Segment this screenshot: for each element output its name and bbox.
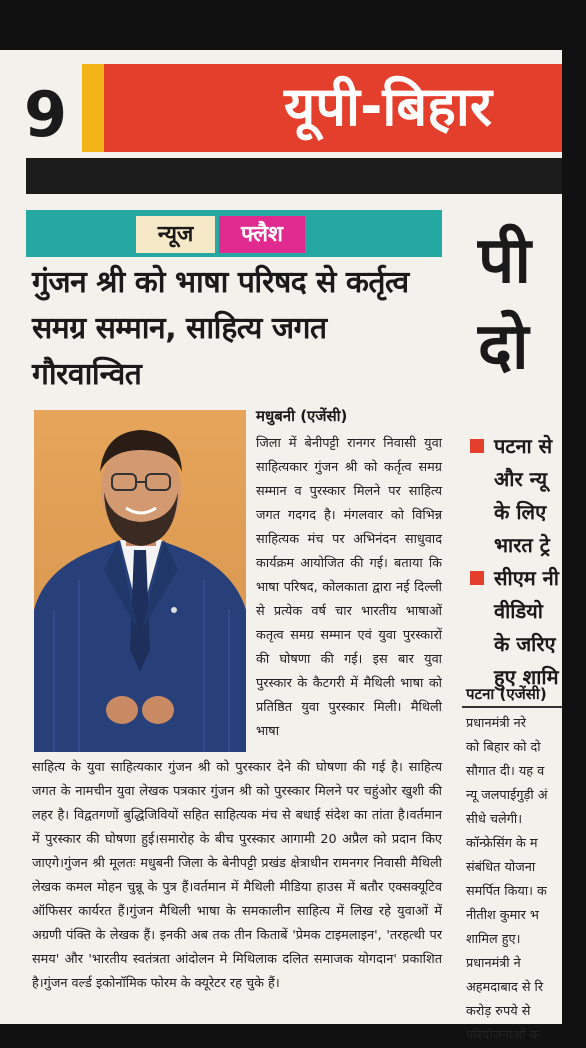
side-body-line: प्रधानमंत्री ने: [466, 956, 521, 971]
tag-flash: फ्लैश: [219, 216, 305, 253]
red-square-icon: [470, 439, 484, 453]
side-bullet: [466, 562, 586, 694]
tag-news: न्यूज: [136, 216, 215, 253]
accent-bar: [82, 64, 104, 152]
side-body-line: करोड़ रुपये से: [466, 1004, 531, 1019]
article-body-continued: [32, 756, 442, 996]
side-body-line: न्यू जलपाईगुड़ी अं: [466, 788, 548, 803]
bullet-line: हुए शामि: [494, 665, 559, 689]
side-body-line: परियोजनाओं क: [466, 1028, 540, 1043]
divider: [462, 706, 562, 708]
side-bullets: [466, 430, 586, 694]
side-body-line: संबंधित योजना: [466, 860, 536, 875]
bullet-line: के लिए: [494, 500, 547, 524]
side-body-line: कॉन्फ्रेसिंग के म: [466, 836, 538, 851]
article-paragraph: साहित्य के युवा साहित्यकार गुंजन श्री को पुरस्कार देने की घोषणा की गई है। साहित्य जगत के नामचीन युवा लेखक पत्रकार गुंजन श्री को पुरस्कार मिलने पर चहुंओर खुशी की लहर है। विद्वतगणों बुद्धिजिवियों सहित साहित्यक मंच से बधाई संदेश का तांता है।वर्तमान में पुरस्कार की घोषणा हुई।समारोह के बीच पुरस्कार आगामी 20 अप्रैल को प्रदान किए जाएगे।गुंजन श्री मूलतः मधुबनी जिला के बेनीपट्टी प्रखंड क्षेत्राधीन रामनगर निवासी मैथिली लेखक कमल मोहन चुन्नू के पुत्र हैं।वर्तमान में मैथिली मीडिया हाउस में बतौर एक्सक्यूटिव ऑफिसर कार्यरत हैं।गुंजन मैथिली भाषा के समकालीन साहित्य में लिख रहे युवाओं में अग्रणी पंक्ति के लेखक हैं। इनकी अब तक तीन किताबें 'प्रेमक टाइमलाइन', 'तरहत्थी पर समय' और 'भारतीय स्वतंत्रता आंदोलन मे मिथिलाक दलित समाजक योगदान' प्रकाशित है।गुंजन वर्ल्ड इकोनॉमिक फोरम के क्यूरेटर रह चुके हैं।: [32, 760, 442, 991]
side-body-line: नीतीश कुमार भ: [466, 908, 539, 923]
side-body-line: सौगात दी। यह व: [466, 764, 545, 779]
bullet-line: वीडियो: [494, 599, 543, 623]
bullet-line: पटना से: [494, 434, 553, 458]
side-headline-line: दो: [478, 310, 529, 384]
newspaper-page: [0, 50, 562, 1043]
side-body-line: सीधे चलेगी।: [466, 812, 523, 827]
article-paragraph: जिला में बेनीपट्टी रानगर निवासी युवा साहित्यकार गुंजन श्री को कर्तृत्व समग्र सम्मान व पुरस्कार मिलने पर साहित्य जगत गदगद है। मंगलवार को विभिन्न साहित्यक मंच पर अभिनंदन साधुवाद कार्यक्रम आयोजित की गई। बताया कि भाषा परिषद, कोलकाता द्वारा नई दिल्ली से प्रत्येक वर्ष चार भारतीय भाषाओं कतृत्व समग्र सम्मान एवं युवा पुरस्कारों की घोषणा की गई। इस बार युवा पुरस्कार के कैटगरी में मैथिली भाषा को प्रतिष्ठित युवा पुरस्कार मिली। मैथिली भाषा: [256, 436, 442, 739]
side-body: [466, 712, 586, 1048]
section-title: यूपी-बिहार: [284, 75, 492, 138]
side-bullet: [466, 430, 586, 562]
side-headline-line: पी: [478, 224, 531, 298]
article-body-column: [256, 432, 442, 744]
side-byline: पटना (एजेंसी): [466, 685, 547, 703]
bullet-line: और न्यू: [494, 467, 548, 491]
author-photo: [34, 410, 246, 752]
portrait-illustration: [34, 410, 246, 752]
side-headline: [478, 218, 531, 390]
section-header: [104, 64, 562, 152]
article-headline: गुंजन श्री को भाषा परिषद से कर्तृत्व समग्र सम्मान, साहित्य जगत गौरवान्वित: [32, 265, 409, 392]
red-square-icon: [470, 571, 484, 585]
side-body-line: शामिल हुए।: [466, 932, 521, 947]
bullet-line: सीएम नी: [494, 566, 559, 590]
page-number: 9: [24, 78, 66, 151]
side-body-line: को बिहार को दो: [466, 740, 541, 755]
side-body-line: प्रधानमंत्री नरे: [466, 716, 527, 731]
bullet-line: भारत ट्रे: [494, 533, 550, 557]
header-band: [26, 158, 562, 194]
side-body-line: अहमदाबाद से रि: [466, 980, 544, 995]
article-byline: मधुबनी (एजेंसी): [256, 407, 348, 425]
side-body-line: समर्पित किया। क: [466, 884, 547, 899]
bullet-line: के जरिए: [494, 632, 556, 656]
